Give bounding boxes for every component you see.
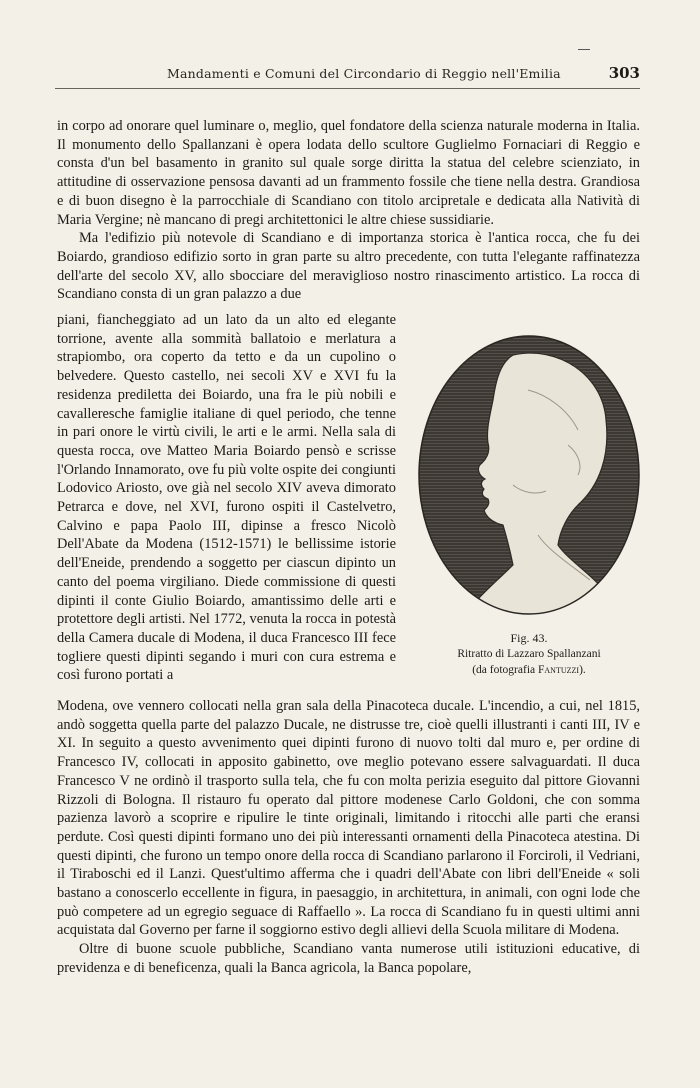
- caption-prefix: (da fotografia: [472, 664, 538, 676]
- header-rule: [55, 88, 640, 89]
- paragraph-1: in corpo ad onorare quel luminare o, meglio, quel fondatore della scienza naturale moderna in Italia. Il monumento dello Spallanzani è opera lodata dello scultore Guglielmo Fornaciari di Reggio e consta d'un bel basamento in granito sul quale sorge diritta la statua del celebre scienziato, in attitudine di osservazione pensosa davanti ad un frammento fossile che tiene nella destra. Grandiosa e di buon disegno è la parrocchiale di Scandiano con titolo arcipretale e dedicata alla Natività di Maria Vergine; nè mancano di pregi architettonici le altre chiese sussidiarie.: [57, 118, 640, 228]
- caption-suffix: ).: [579, 664, 586, 676]
- running-header: [55, 64, 640, 84]
- portrait-medallion: [418, 335, 640, 615]
- text-block-top: [57, 117, 640, 304]
- paragraph-2-start: Ma l'edifizio più notevole di Scandiano e di importanza storica è l'antica rocca, che fu dei Boiardo, grandioso edifizio sorto in gran parte su altro precedente, con tutta l'elegante raffinatezza dell'arte del secolo XV, allo sbocciare del meraviglioso nostro rinascimento artistico. La rocca di Scandiano consta di un gran palazzo a due: [57, 230, 640, 303]
- caption-line-2: [412, 662, 646, 678]
- text-block-bottom: [57, 697, 640, 978]
- paragraph-2-column: piani, fiancheggiato ad un lato da un alto ed elegante torrione, avente alla sommità ballatoio e merlatura a strapiombo, ora coperto da tetto e da un cupolino o belvedere. Questo castello, nei secoli XV e XVI fu la residenza prediletta dei Boiardo, una fra le più nobili e cavalleresche famiglie italiane di quel periodo, che tenne in pari onore le virtù civili, le arti e le armi. Nella sala di questa rocca, ove Matteo Maria Boiardo pensò e scrisse l'Orlando Innamorato, ove fu più volte ospite dei congiunti Lodovico Ariosto, ove già nel secolo XIV aveva dimorato Petrarca e dove, nel XVI, furono ospiti il Castelvetro, Calvino e papa Paolo III, dipinse a fresco Nicolò Dell'Abate da Modena (1512-1571) le bellissime istorie dell'Eneide, prendendo a soggetto per ciascun dipinto un canto del poema virgiliano. Diede commissione di questi dipinti il conte Giulio Boiardo, amantissimo delle arti e protettore degli artisti. Nel 1772, venuta la rocca in potestà della Camera ducale di Modena, il duca Francesco III fece togliere questi dipinti segando i muri con cura estrema e così furono portati a: [57, 312, 396, 684]
- figure-caption: [412, 630, 646, 678]
- page-number: 303: [608, 64, 640, 82]
- caption-credit: Fantuzzi: [538, 664, 580, 676]
- ink-mark: [578, 49, 590, 50]
- running-title: Mandamenti e Comuni del Circondario di Reggio nell'Emilia: [167, 66, 561, 81]
- figure-number: Fig. 43.: [510, 631, 548, 645]
- text-column: [57, 311, 396, 685]
- paragraph-2-end: Modena, ove vennero collocati nella gran sala della Pinacoteca ducale. L'incendio, a cui, nel 1815, andò soggetta quella parte del palazzo Ducale, ne distrusse tre, cioè quelli illustranti i canti III, IV e XI. In seguito a questo avvenimento quei dipinti furono di nuovo tolti dal muro e, per ordine di Francesco IV, collocati in apposito gabinetto, ove meglio potevano essere salvaguardati. Il duca Francesco V ne ordinò il trasporto sulla tela, che fu con molta perizia eseguito dal pittore Giovanni Rizzoli di Bologna. Il ristauro fu operato dal pittore modenese Carlo Goldoni, che con somma pazienza lavorò a scoprire e ripulire le tinte originali, limitando i ritocchi alle parti che eransi perdute. Così questi dipinti formano uno dei più interessanti ornamenti della Pinacoteca atestina. Di questi dipinti, che furono un tempo onore della rocca di Scandiano parlarono il Forciroli, il Vedriani, il Tiraboschi ed il Lanzi. Quest'ultimo afferma che i quadri dell'Abate con libri dell'Eneide « soli bastano a conoscerlo eccellente in figura, in paesaggio, in architettura, in animali, con ogni lode che può competere ad un egregio seguace di Raffaello ». La rocca di Scandiano fu in questi ultimi anni acquistata dal Governo per farne il soggiorno estivo degli allievi della Scuola militare di Modena.: [57, 698, 640, 939]
- portrait-figure: [418, 335, 640, 615]
- paragraph-3: Oltre di buone scuole pubbliche, Scandiano vanta numerose utili istituzioni educative, di previdenza e di beneficenza, quali la Banca agricola, la Banca popolare,: [57, 941, 640, 976]
- caption-line-1: Ritratto di Lazzaro Spallanzani: [457, 648, 601, 660]
